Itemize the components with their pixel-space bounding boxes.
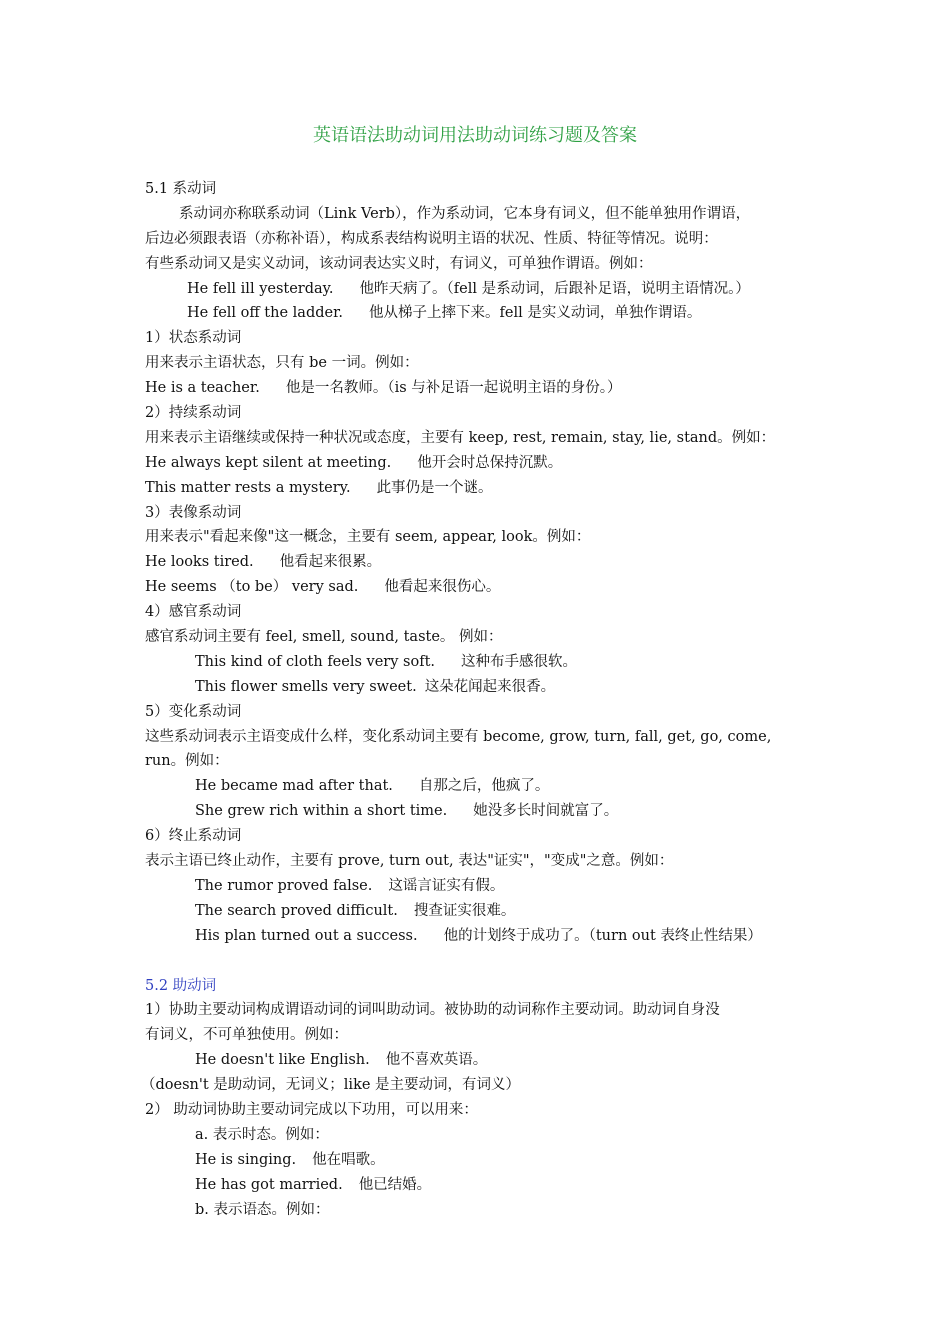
example-english: He is a teacher. [145,380,260,397]
paragraph-gap [145,949,810,974]
example-chinese: 他从梯子上摔下来。fell 是实义动词，单独作谓语。 [369,305,702,322]
example-english: He looks tired. [145,554,254,571]
example-chinese: 她没多长时间就富了。 [473,803,619,820]
example-chinese: 他已结婚。 [358,1176,432,1193]
intro-line-1: 系动词亦称联系动词（Link Verb），作为系动词，它本身有词义，但不能单独用作谓语， [179,205,751,222]
subsection-heading: 6）终止系动词 [145,828,242,845]
example-line [145,899,810,924]
example-line [145,774,810,799]
subsection-heading: 2）持续系动词 [145,405,242,422]
intro-line-3: 有些系动词又是实义动词，该动词表达实义时，有词义，可单独作谓语。例如： [145,255,653,272]
example-chinese: 他看起来很伤心。 [384,579,501,596]
example-chinese: 他的计划终于成功了。（turn out 表终止性结果） [443,927,762,944]
item-heading: b. 表示语态。例如： [195,1201,330,1218]
example-line [145,675,810,700]
example-english: This kind of cloth feels very soft. [195,653,436,670]
example-line [145,650,810,675]
note-line: （doesn't 是助动词，无词义；like 是主要动词，有词义） [141,1077,521,1094]
subsection-description: 感官系动词主要有 feel, smell, sound, taste。 例如： [145,629,503,646]
example-line [145,476,810,501]
example-chinese: 这种布手感很软。 [461,653,578,670]
example-chinese: 自那之后，他疯了。 [418,778,550,795]
example-english: This flower smells very sweet. [195,678,417,695]
example-chinese: 他不喜欢英语。 [385,1052,488,1069]
example-english: He always kept silent at meeting. [145,454,392,471]
example-chinese: 他在唱歌。 [312,1151,385,1168]
paragraph-line: 2） 助动词协助主要动词完成以下功用，可以用来： [145,1101,478,1118]
example-english: The search proved difficult. [195,902,398,919]
section-heading-5-2: 5.2 助动词 [145,977,217,994]
subsection-heading: 1）状态系动词 [145,330,242,347]
example-line [145,1048,810,1073]
subsection-description: 用来表示主语继续或保持一种状况或态度，主要有 keep, rest, remain, stay, lie, stand。例如： [145,429,776,446]
example-chinese: 他看起来很累。 [279,554,382,571]
example-english: He seems （to be） very sad. [145,579,359,596]
example-english: He fell off the ladder. [187,305,344,322]
document-body [141,177,810,1222]
subsection-description: 用来表示主语状态，只有 be 一词。例如： [145,355,419,372]
example-english: His plan turned out a success. [195,927,418,944]
example-line [145,1173,810,1198]
example-line [145,277,810,302]
subsection-heading: 5）变化系动词 [145,703,242,720]
example-line [145,1148,810,1173]
example-line [145,874,810,899]
document-title: 英语语法助动词用法助动词练习题及答案 [313,125,637,146]
example-line [145,924,810,949]
example-english: He is singing. [195,1151,297,1168]
subsection-heading: 4）感官系动词 [145,604,242,621]
example-chinese: 此事仍是一个谜。 [376,479,493,496]
example-chinese: 他是一名教师。（is 与补足语一起说明主语的身份。） [285,380,622,397]
example-chinese: 他昨天病了。（fell 是系动词，后跟补足语，说明主语情况。） [359,280,750,297]
example-line [145,550,810,575]
subsection-heading: 3）表像系动词 [145,504,242,521]
subsection-description: 表示主语已终止动作，主要有 prove, turn out, 表达"证实"，"变成"之意。例如： [145,853,674,870]
subsection-description: 用来表示"看起来像"这一概念，主要有 seem, appear, look。例如： [145,529,591,546]
example-chinese: 这朵花闻起来很香。 [424,678,556,695]
example-chinese: 他开会时总保持沉默。 [417,454,563,471]
example-english: This matter rests a mystery. [145,479,351,496]
section-heading-5-1: 5.1 系动词 [145,181,217,197]
item-heading: a. 表示时态。例如： [195,1126,329,1143]
example-line [145,451,810,476]
example-chinese: 搜查证实很难。 [413,902,516,919]
subsection-description: 这些系动词表示主语变成什么样，变化系动词主要有 become, grow, turn, fall, get, go, come, [145,728,772,745]
example-english: She grew rich within a short time. [195,803,448,820]
example-english: The rumor proved false. [195,877,373,894]
example-english: He doesn't like English. [195,1052,370,1069]
subsection-description: run。例如： [145,753,229,770]
example-line [145,799,810,824]
intro-line-2: 后边必须跟表语（亦称补语），构成系表结构说明主语的状况、性质、特征等情况。说明： [145,230,718,247]
example-line [145,301,810,326]
example-english: He became mad after that. [195,778,393,795]
paragraph-line: 1）协助主要动词构成谓语动词的词叫助动词。被协助的动词称作主要动词。助动词自身没 [145,1002,720,1019]
example-chinese: 这谣言证实有假。 [388,877,505,894]
paragraph-line: 有词义，不可单独使用。例如： [145,1027,348,1044]
example-line [145,575,810,600]
example-line [145,376,810,401]
example-english: He fell ill yesterday. [187,280,334,297]
example-english: He has got married. [195,1176,343,1193]
